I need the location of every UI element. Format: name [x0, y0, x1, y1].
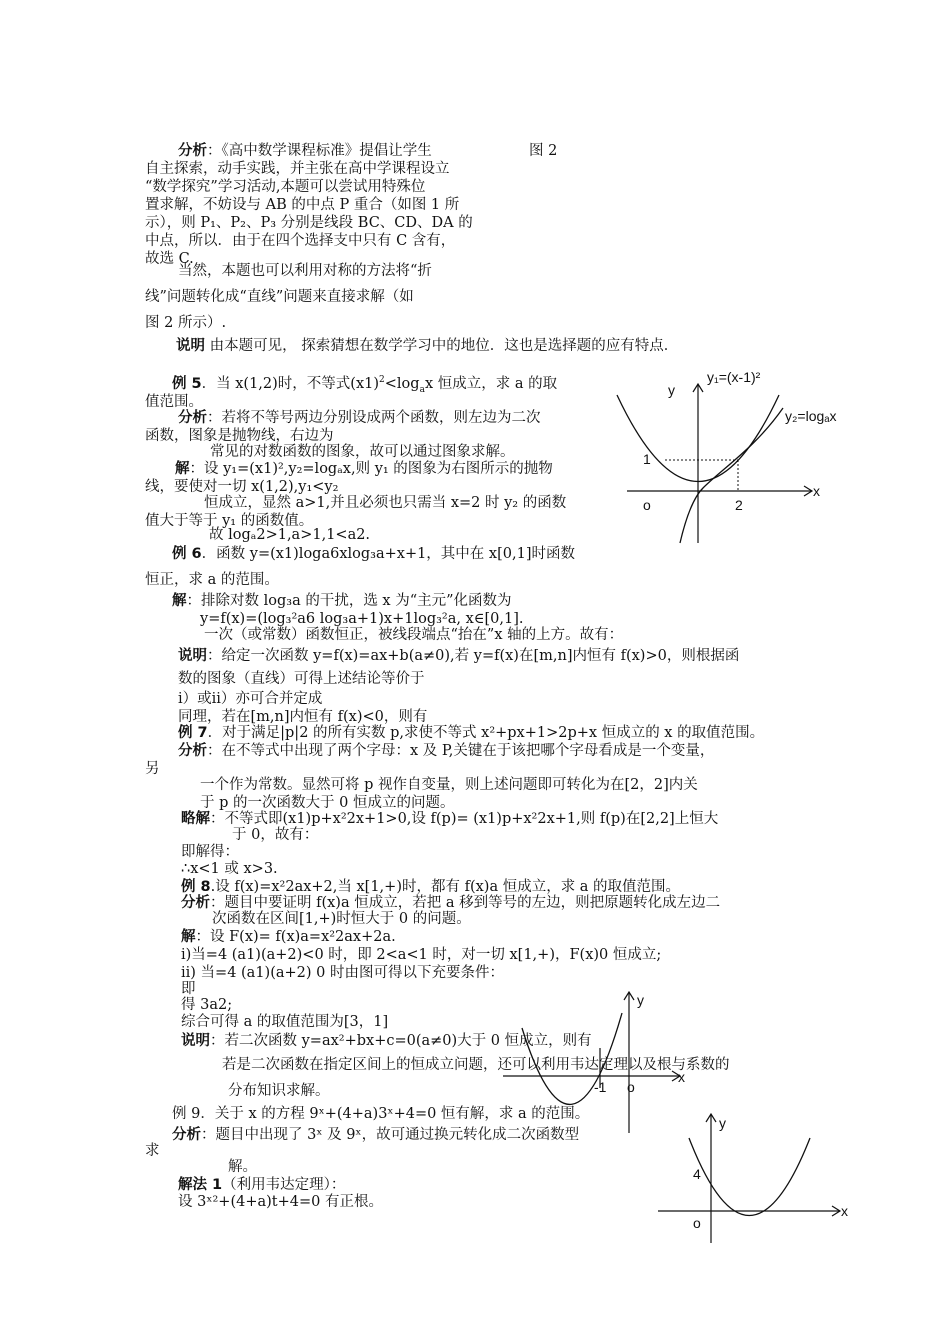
text-line: 若是二次函数在指定区间上的恒成立问题，还可以利用韦达定理以及根与系数的 — [222, 1057, 730, 1073]
text-line: 于 0，故有： — [232, 827, 319, 843]
text-line: “数学探究”学习活动,本题可以尝试用特殊位 — [145, 179, 426, 195]
text-line: 图 2 所示）. — [145, 315, 227, 331]
tick-neg1: -1 — [594, 1079, 607, 1095]
solution-para — [181, 928, 396, 946]
text: ：《高中数学课程标准》提倡让学生 — [207, 143, 432, 159]
solution-label: 解 — [175, 461, 190, 477]
x-axis-label: x — [841, 1203, 848, 1219]
text-line: 当然，本题也可以利用对称的方法将“折 — [178, 263, 432, 279]
text-line: 求 — [145, 1143, 160, 1159]
text: 由本题可见， 探索猜想在数学学习中的地位．这也是选择题的应有特点． — [209, 338, 679, 354]
graph-log-vs-parabola — [605, 368, 845, 548]
origin-label: o — [627, 1079, 635, 1095]
origin-label: o — [693, 1215, 701, 1231]
text-line: 综合可得 a 的取值范围为[3，1] — [181, 1014, 389, 1030]
text-line: 一次（或常数）函数恒正，被线段端点“抬在”x 轴的上方。故有： — [204, 627, 624, 643]
text: ：题目中要证明 f(x)a 恒成立，若把 a 移到等号的左边，则把原题转化成左边二 — [210, 895, 721, 911]
note-label: 说明 — [178, 648, 207, 664]
text-line: 解。 — [228, 1159, 257, 1175]
example-label: 例 6 — [172, 546, 202, 562]
text-line: 设 3ˣ²+(4+a)t+4=0 有正根。 — [178, 1194, 383, 1210]
method-para — [178, 1176, 345, 1194]
tick-4: 4 — [693, 1166, 701, 1182]
text-line: 常见的对数函数的图象，故可以通过图象求解。 — [210, 444, 515, 460]
text-line: ⅱ) 当=4 (a1)(a+2) 0 时由图可得以下充要条件： — [181, 965, 504, 981]
text: ：在不等式中出现了两个字母：x 及 P,关键在于该把哪个字母看成是一个变量， — [207, 743, 715, 759]
tick-2: 2 — [735, 497, 743, 513]
text: <log — [384, 376, 420, 392]
x-axis-label: x — [813, 483, 820, 499]
text-line: 值大于等于 y₁ 的函数值。 — [145, 513, 314, 529]
analysis-label: 分析 — [178, 143, 207, 159]
text-line: 一个作为常数。显然可将 p 视作自变量，则上述问题即可转化为在[2，2]内关 — [200, 777, 698, 793]
text: ．当 x(1,2)时，不等式(x1) — [201, 376, 380, 392]
example-label: 例 7 — [178, 725, 208, 741]
text-line: 中点，所以．由于在四个选择支中只有 C 含有， — [145, 233, 456, 249]
text-line: 同理，若在[m,n]内恒有 f(x)<0，则有 — [178, 709, 428, 725]
analysis-label: 分析 — [178, 743, 207, 759]
text: ：若将不等号两边分别设成两个函数，则左边为二次 — [207, 410, 541, 426]
solution-label: 解 — [181, 929, 196, 945]
text: ．函数 y=(x1)loga6xlog₃a+x+1，其中在 x[0,1]时函数 — [201, 546, 575, 562]
text-line: 得 3a2; — [181, 997, 233, 1013]
text: ：设 y₁=(x1)²,y₂=logₐx,则 y₁ 的图象为右图所示的抛物 — [189, 461, 553, 477]
y-axis-label: y — [637, 992, 644, 1008]
text-line: 自主探索，动手实践，并主张在高中学课程设立 — [145, 161, 450, 177]
text: ：题目中出现了 3ˣ 及 9ˣ，故可通过换元转化成二次函数型 — [201, 1127, 580, 1143]
y2-label: y₂=logₐx — [785, 408, 837, 424]
analysis-label: 分析 — [178, 410, 207, 426]
text: ：不等式即(x1)p+x²2x+1>0,设 f(p)= (x1)p+x²2x+1,则 f(p)在[2,2]上恒大 — [210, 811, 719, 827]
text-line: 故选 C. — [145, 251, 194, 267]
y1-label: y₁=(x-1)² — [707, 369, 761, 385]
note-para — [178, 647, 739, 665]
analysis-para — [172, 1126, 579, 1144]
text-line: 数的图象（直线）可得上述结论等价于 — [178, 671, 425, 687]
text-line: 故 logₐ2>1,a>1,1<a2. — [209, 527, 371, 543]
solution-para — [175, 460, 553, 478]
text-line: 值范围。 — [145, 394, 203, 410]
text-line: 示），则 P₁、P₂、P₃ 分别是线段 BC、CD、DA 的 — [145, 215, 473, 231]
method-label: 解法 1 — [178, 1177, 223, 1193]
analysis-para — [178, 742, 714, 760]
origin-label: o — [643, 497, 651, 513]
note-label: 说明 — [176, 338, 205, 354]
text-line: 分布知识求解。 — [228, 1083, 330, 1099]
text-line: ⅰ）或ⅱ）亦可合并定成 — [178, 691, 323, 707]
figure-2-label: 图 2 — [529, 143, 558, 159]
analysis-label: 分析 — [172, 1127, 201, 1143]
example-5-question: 例 5．当 x(1,2)时，不等式$(x1)^2<\log_ax$ 恒成立，求 a 的取 — [172, 375, 558, 395]
text-line: y=f(x)=(log₃²a6 log₃a+1)x+1log₃²a, x∈[0,1]. — [200, 611, 524, 627]
text: .设 f(x)=x²2ax+2,当 x[1,+)时，都有 f(x)a 恒成立，求 a 的取值范围。 — [210, 879, 681, 895]
text-line: ∴x<1 或 x>3. — [181, 861, 278, 877]
text-line: 恒正，求 a 的范围。 — [145, 572, 279, 588]
note-label: 说明 — [181, 1033, 210, 1049]
text: ：若二次函数 y=ax²+bx+c=0(a≠0)大于 0 恒成立，则有 — [210, 1033, 592, 1049]
solution-label: 略解 — [181, 811, 210, 827]
text: ．对于满足|p|2 的所有实数 p,求使不等式 x²+px+1>2p+x 恒成立的 x 的取值范围。 — [207, 725, 765, 741]
solution-label: 解 — [172, 593, 187, 609]
text-line: ⅰ)当=4 (a1)(a+2)<0 时，即 2<a<1 时，对一切 x[1,+)，F(x)0 恒成立; — [181, 947, 662, 963]
text-line: 线，要使对一切 x(1,2),y₁<y₂ — [145, 479, 339, 495]
text-line: 函数，图象是抛物线，右边为 — [145, 428, 334, 444]
text-line: 线”问题转化成“直线”问题来直接求解（如 — [145, 289, 414, 305]
text: （利用韦达定理）： — [222, 1177, 346, 1193]
text: ：给定一次函数 y=f(x)=ax+b(a≠0),若 y=f(x)在[m,n]内恒有 f(x)>0，则根据函 — [207, 648, 740, 664]
text-line: 置求解，不妨设与 AB 的中点 P 重合（如图 1 所 — [145, 197, 460, 213]
example-6-question — [172, 545, 575, 563]
text-line: 即解得： — [181, 844, 239, 860]
text: ：排除对数 log₃a 的干扰，选 x 为“主元”化函数为 — [186, 593, 512, 609]
note-para — [176, 337, 678, 355]
x-axis-label: x — [678, 1069, 685, 1085]
text-line: 恒成立，显然 a>1,并且必须也只需当 x=2 时 y₂ 的函数 — [204, 495, 567, 511]
example-label: 例 5 — [172, 376, 202, 392]
example-9-question: 例 9．关于 x 的方程 9ˣ+(4+a)3ˣ+4=0 恒有解，求 a 的范围。 — [172, 1106, 590, 1122]
example-7-question — [178, 724, 764, 742]
text: ：设 F(x)= f(x)a=x²2ax+2a. — [195, 929, 396, 945]
analysis-para — [178, 409, 541, 427]
text-line: 另 — [145, 761, 160, 777]
y-axis-label: y — [719, 1115, 726, 1131]
text: x 恒成立，求 a 的取 — [424, 376, 558, 392]
example-label: 例 8 — [181, 879, 211, 895]
tick-1: 1 — [643, 451, 651, 467]
graph-parabola-positive-root — [655, 1108, 855, 1248]
text-line: 次函数在区间[1,+)时恒大于 0 的问题。 — [212, 911, 471, 927]
analysis-para — [178, 142, 432, 160]
analysis-label: 分析 — [181, 895, 210, 911]
y-axis-label: y — [668, 382, 675, 398]
text-line: 即 — [181, 981, 196, 997]
text-line: 于 p 的一次函数大于 0 恒成立的问题。 — [200, 795, 455, 811]
solution-para — [172, 592, 512, 610]
